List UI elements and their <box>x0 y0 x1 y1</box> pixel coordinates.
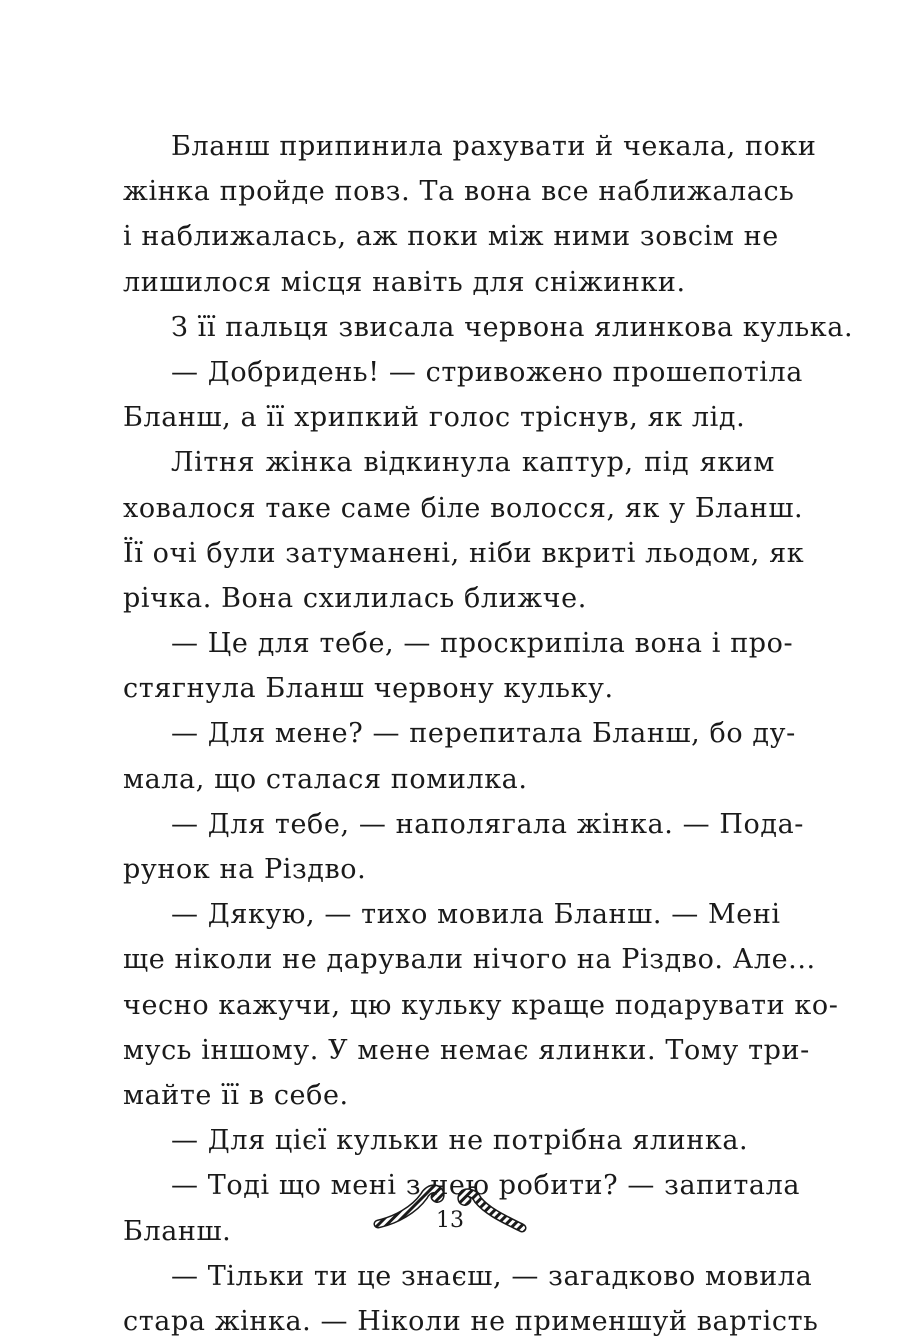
text-line: — Добридень! — стривожено прошепотіла <box>171 356 803 388</box>
text-line: Літня жінка відкинула каптур, під яким <box>171 447 775 479</box>
text-line: Її очі були затуманені, ніби вкриті льодом, як <box>123 537 805 569</box>
text-line: і наближалась, аж поки між ними зовсім не <box>123 221 779 253</box>
text-line: — Це для тебе, — проскрипіла вона і про- <box>171 628 794 660</box>
text-line: річка. Вона схилилась ближче. <box>123 582 587 614</box>
text-line: — Для мене? — перепитала Бланш, бо ду- <box>171 718 796 750</box>
text-line: мусь іншому. У мене немає ялинки. Тому три- <box>123 1034 810 1066</box>
text-line: стара жінка. — Ніколи не применшуй вартість <box>123 1305 819 1337</box>
text-line: рунок на Різдво. <box>123 854 367 885</box>
text-line: стягнула Бланш червону кульку. <box>123 673 614 705</box>
text-line: чесно кажучи, цю кульку краще подарувати ко- <box>123 989 839 1021</box>
page-number: 13 <box>436 1208 464 1233</box>
text-line: — Для тебе, — наполягала жінка. — Пода- <box>171 808 805 840</box>
text-line: ховалося таке саме біле волосся, як у Бланш. <box>123 492 804 524</box>
text-line: — Для цієї кульки не потрібна ялинка. <box>171 1125 749 1157</box>
text-line: Бланш. <box>123 1215 232 1247</box>
text-line: — Тоді що мені з нею робити? — запитала <box>171 1170 801 1202</box>
text-line: майте її в себе. <box>123 1079 349 1111</box>
text-line: З її пальця звисала червона ялинкова кулька. <box>171 311 854 343</box>
body-text <box>123 124 854 1344</box>
text-line: Бланш припинила рахувати й чекала, поки <box>171 131 817 162</box>
text-line: ще ніколи не дарували нічого на Різдво. Але... <box>123 944 816 976</box>
text-line: мала, що сталася помилка. <box>123 763 528 795</box>
text-line: лишилося місця навіть для сніжинки. <box>123 266 686 298</box>
page-footer <box>370 1180 530 1244</box>
text-line: жінка пройде повз. Та вона все наближалась <box>123 176 795 208</box>
text-line: Бланш, а її хрипкий голос тріснув, як лід. <box>123 402 746 434</box>
text-line: — Дякую, — тихо мовила Бланш. — Мені <box>171 899 781 931</box>
text-line: — Тільки ти це знаєш, — загадково мовила <box>171 1260 813 1292</box>
